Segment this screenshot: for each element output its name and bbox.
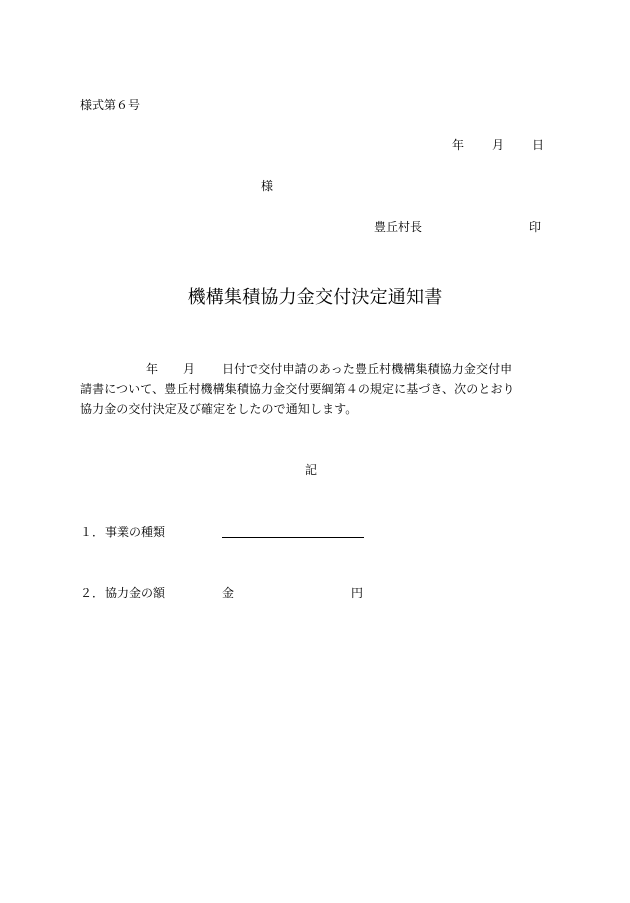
ki-heading: 記 bbox=[305, 463, 318, 477]
document-title: 機構集積協力金交付決定通知書 bbox=[187, 287, 443, 308]
body-year-label: 年 bbox=[146, 362, 159, 376]
body-line-3: 協力金の交付決定及び確定をしたので通知します。 bbox=[80, 402, 358, 416]
item-1-blank-line bbox=[222, 537, 364, 538]
body-month-label: 月 bbox=[183, 362, 196, 376]
date-year-label: 年 bbox=[452, 138, 465, 152]
item-1-label: 事業の種類 bbox=[105, 525, 166, 539]
item-2-amount-prefix: 金 bbox=[222, 586, 235, 600]
date-month-label: 月 bbox=[492, 138, 505, 152]
body-line-2: 請書について、豊丘村機構集積協力金交付要綱第４の規定に基づき、次のとおり bbox=[80, 382, 515, 396]
item-2-amount-unit: 円 bbox=[351, 586, 364, 600]
seal-mark: 印 bbox=[529, 220, 542, 234]
date-day-label: 日 bbox=[532, 138, 545, 152]
form-number: 様式第６号 bbox=[80, 98, 141, 112]
item-1-number: １． bbox=[80, 525, 105, 539]
item-2-number: ２． bbox=[80, 586, 105, 600]
sender-name: 豊丘村長 bbox=[374, 220, 423, 234]
item-2-label: 協力金の額 bbox=[105, 586, 166, 600]
body-line-1: 日付で交付申請のあった豊丘村機構集積協力金交付申 bbox=[222, 362, 513, 376]
addressee-suffix: 様 bbox=[261, 179, 274, 193]
issue-date bbox=[450, 137, 550, 153]
